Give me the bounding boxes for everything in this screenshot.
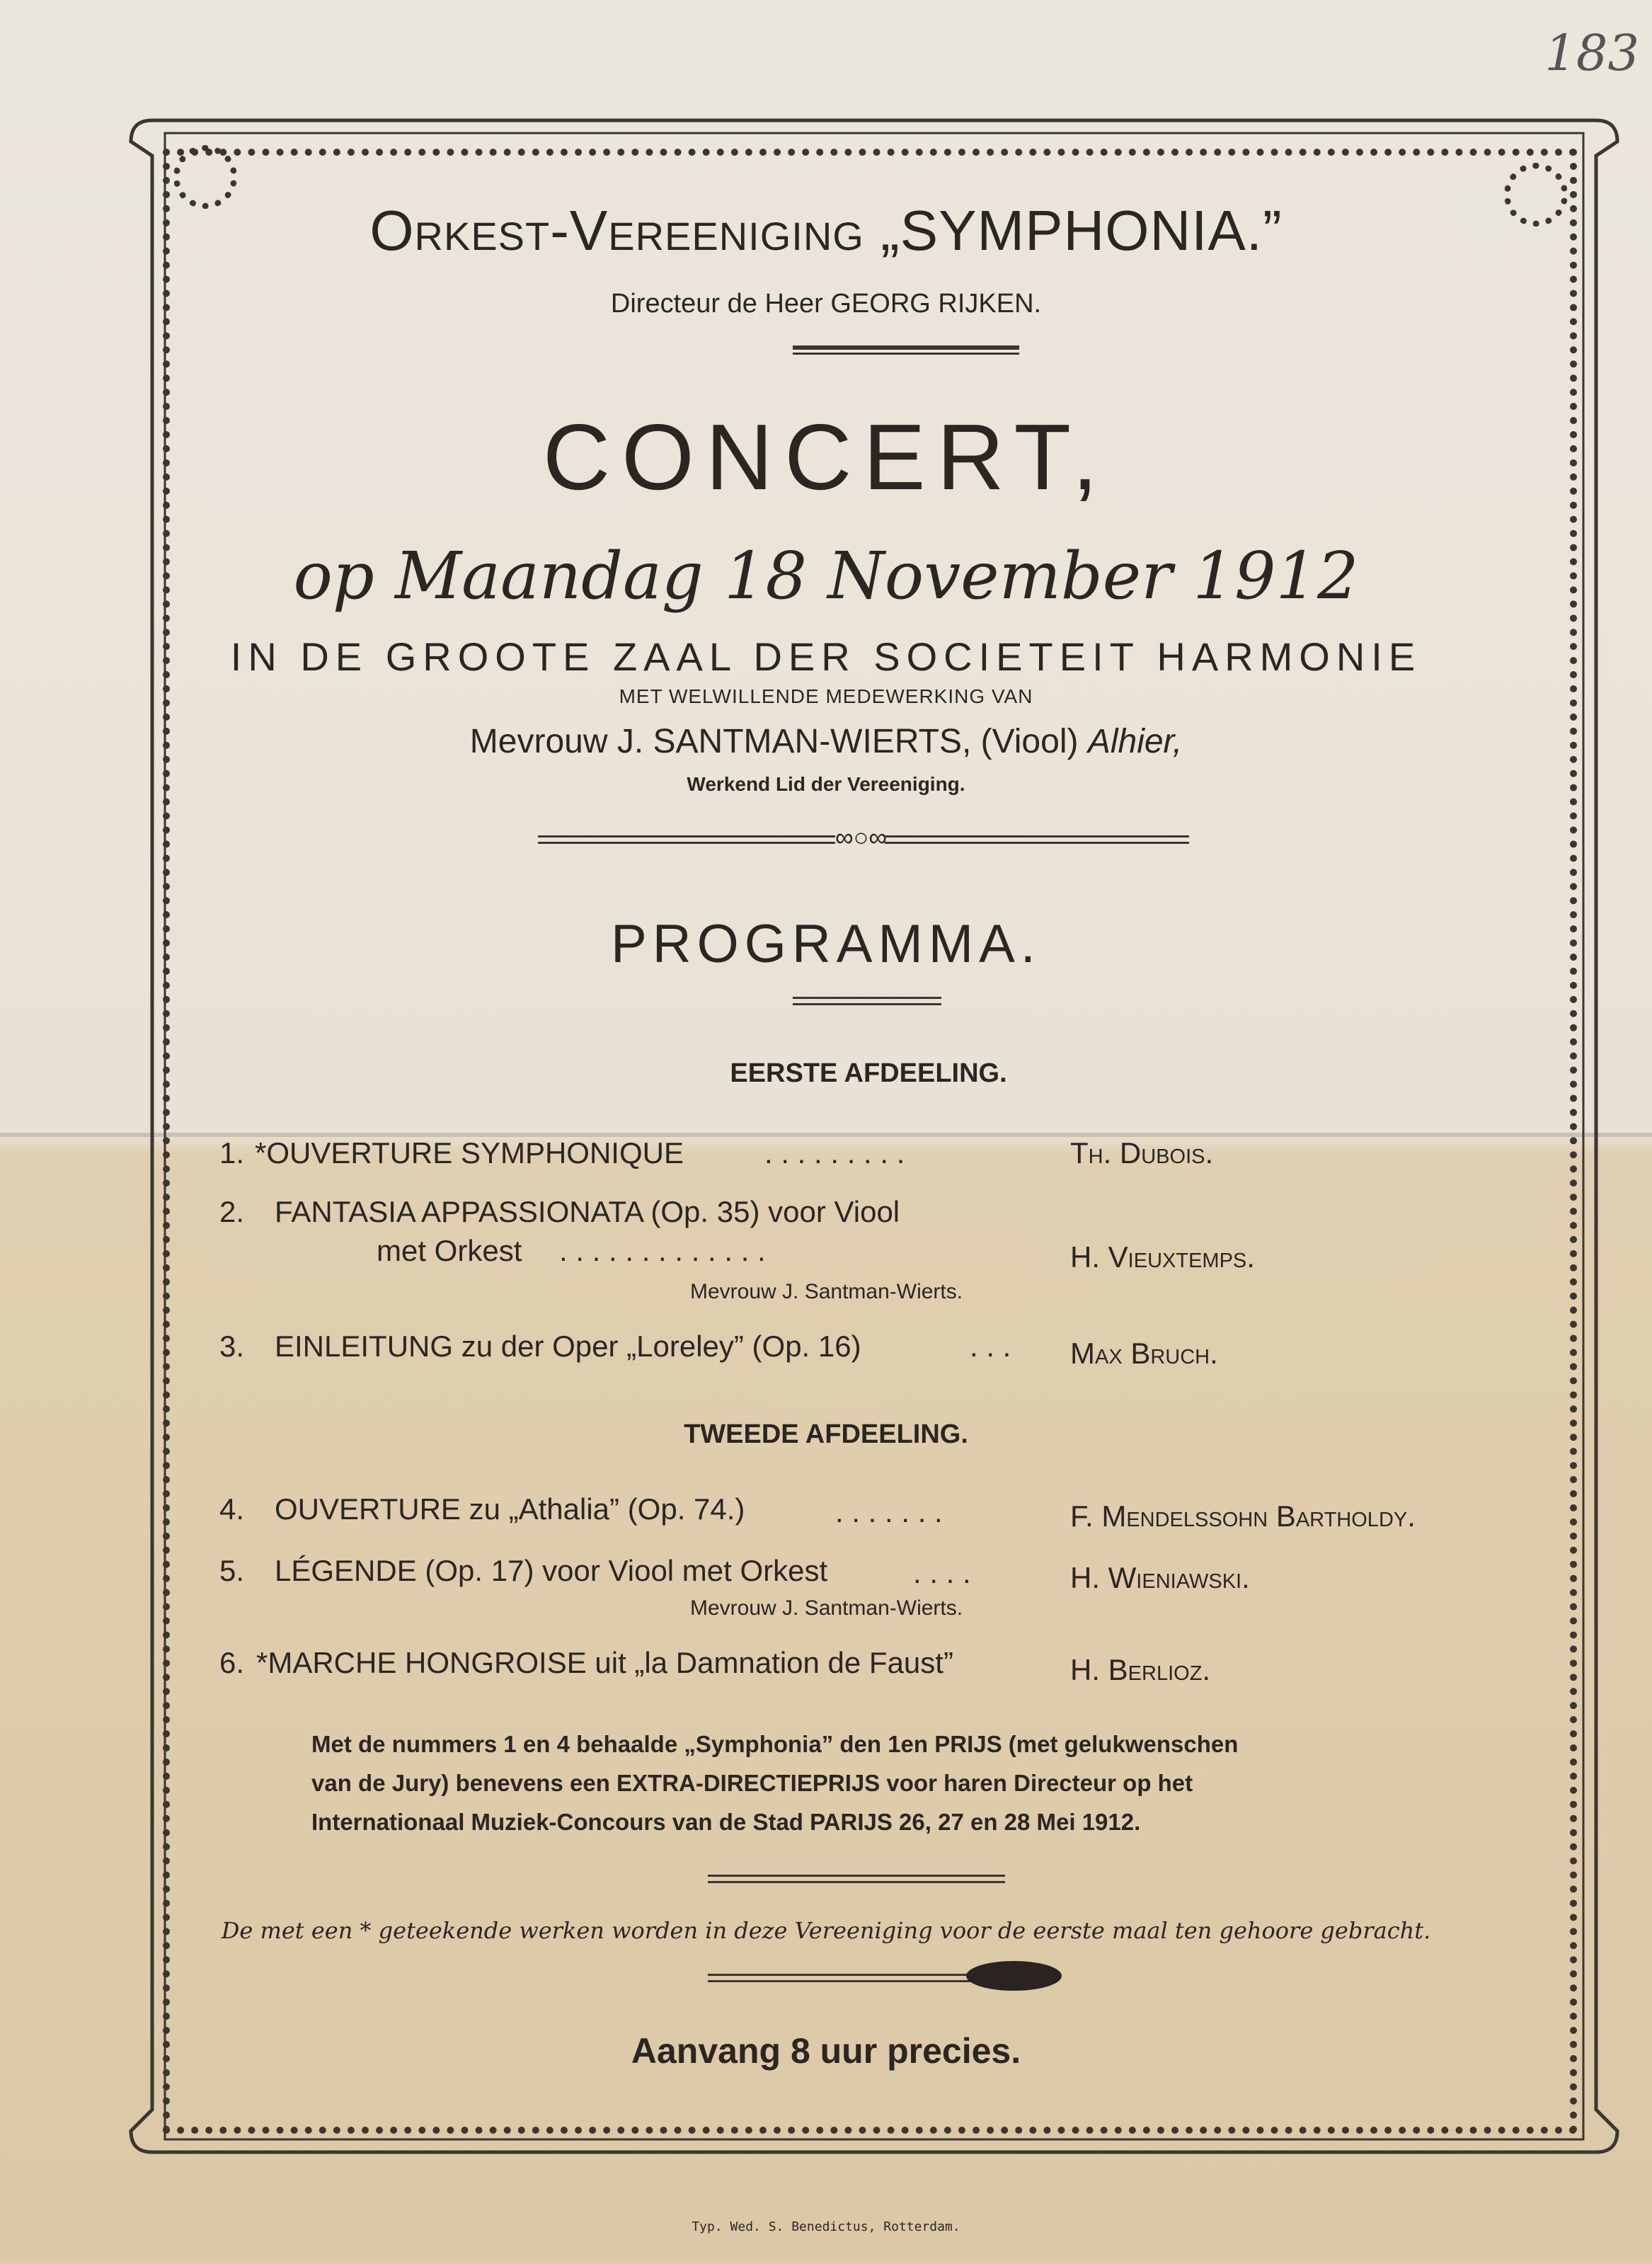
ink-blot <box>966 1961 1062 1991</box>
item-5-title: LÉGENDE (Op. 17) voor Viool met Orkest <box>275 1554 828 1587</box>
item-1-title: *OUVERTURE SYMPHONIQUE <box>255 1136 684 1170</box>
item-1-num: 1. <box>219 1136 245 1170</box>
ornament-knot: ∞○∞ <box>835 823 888 852</box>
soloist-note: Werkend Lid der Vereeniging. <box>687 773 965 795</box>
item-5-composer: H. Wieniawski. <box>1070 1561 1250 1594</box>
item-5-num: 5. <box>219 1554 245 1587</box>
item-3-title: EINLEITUNG zu der Oper „Loreley” (Op. 16) <box>275 1330 861 1363</box>
item-4-num: 4. <box>219 1492 245 1526</box>
item-2-dots: . . . . . . . . . . . . . <box>559 1234 766 1267</box>
part1-heading: EERSTE AFDEELING. <box>730 1058 1007 1088</box>
start-time: Aanvang 8 uur precies. <box>631 2031 1021 2071</box>
award-line-3: Internationaal Muziek-Concours van de Stad PARIJS 26, 27 en 28 Mei 1912. <box>311 1809 1141 1835</box>
printer-credit: Typ. Wed. S. Benedictus, Rotterdam. <box>692 2219 960 2234</box>
item-5-dots: . . . . <box>913 1556 971 1589</box>
item-1-composer: Th. Dubois. <box>1070 1136 1214 1170</box>
cooperation: MET WELWILLENDE MEDEWERKING VAN <box>619 685 1033 707</box>
society-title: Orkest-Vereeniging „SYMPHONIA.” <box>369 199 1283 262</box>
item-2-title: FANTASIA APPASSIONATA (Op. 35) voor Viool <box>275 1195 900 1228</box>
item-3-composer: Max Bruch. <box>1070 1337 1218 1370</box>
item-2-title2: met Orkest <box>377 1234 522 1267</box>
item-6-num: 6. <box>219 1646 245 1679</box>
concert-title: CONCERT, <box>542 405 1110 509</box>
footnote-rule <box>708 1974 1005 1982</box>
soloist-place: Alhier, <box>1087 723 1183 760</box>
programme-heading: PROGRAMMA. <box>611 914 1041 974</box>
award-line-2: van de Jury) benevens een EXTRA-DIRECTIEPRIJS voor haren Directeur op het <box>311 1770 1193 1796</box>
item-3-num: 3. <box>219 1330 245 1363</box>
ornament-rule-left <box>538 835 835 844</box>
header-rule-thin <box>793 353 1019 355</box>
page-number: 183 <box>1544 24 1639 82</box>
item-6-composer: H. Berlioz. <box>1070 1653 1211 1686</box>
item-2-composer: H. Vieuxtemps. <box>1070 1240 1255 1274</box>
item-6-title: *MARCHE HONGROISE uit „la Damnation de Faust” <box>256 1646 953 1679</box>
footnote: De met een * geteekende werken worden in deze Vereeniging voor de eerste maal ten gehoore gebracht. <box>221 1917 1431 1944</box>
item-1-dots: . . . . . . . . . <box>764 1136 905 1170</box>
part2-heading: TWEEDE AFDEELING. <box>684 1419 968 1449</box>
item-2-performer: Mevrouw J. Santman-Wierts. <box>690 1280 963 1303</box>
item-5-performer: Mevrouw J. Santman-Wierts. <box>690 1596 963 1620</box>
award-line-1: Met de nummers 1 en 4 behaalde „Symphonia” den 1en PRIJS (met gelukwenschen <box>311 1731 1239 1757</box>
item-4-dots: . . . . . . . <box>835 1495 943 1528</box>
header-rule <box>793 345 1019 350</box>
venue: IN DE GROOTE ZAAL DER SOCIETEIT HARMONIE <box>230 634 1422 679</box>
ornament-rule-right <box>885 835 1189 844</box>
item-2-num: 2. <box>219 1195 245 1228</box>
concert-date: op Maandag 18 November 1912 <box>293 538 1359 614</box>
soloist <box>0 722 1652 761</box>
programme-rule <box>793 997 941 1005</box>
director-line: Directeur de Heer GEORG RIJKEN. <box>610 289 1042 319</box>
item-4-title: OUVERTURE zu „Athalia” (Op. 74.) <box>275 1492 745 1526</box>
item-3-dots: . . . <box>970 1330 1011 1363</box>
soloist-name: Mevrouw J. SANTMAN-WIERTS, (Viool) <box>469 723 1079 760</box>
award-rule <box>708 1875 1005 1883</box>
item-4-composer: F. Mendelssohn Bartholdy. <box>1070 1499 1416 1533</box>
